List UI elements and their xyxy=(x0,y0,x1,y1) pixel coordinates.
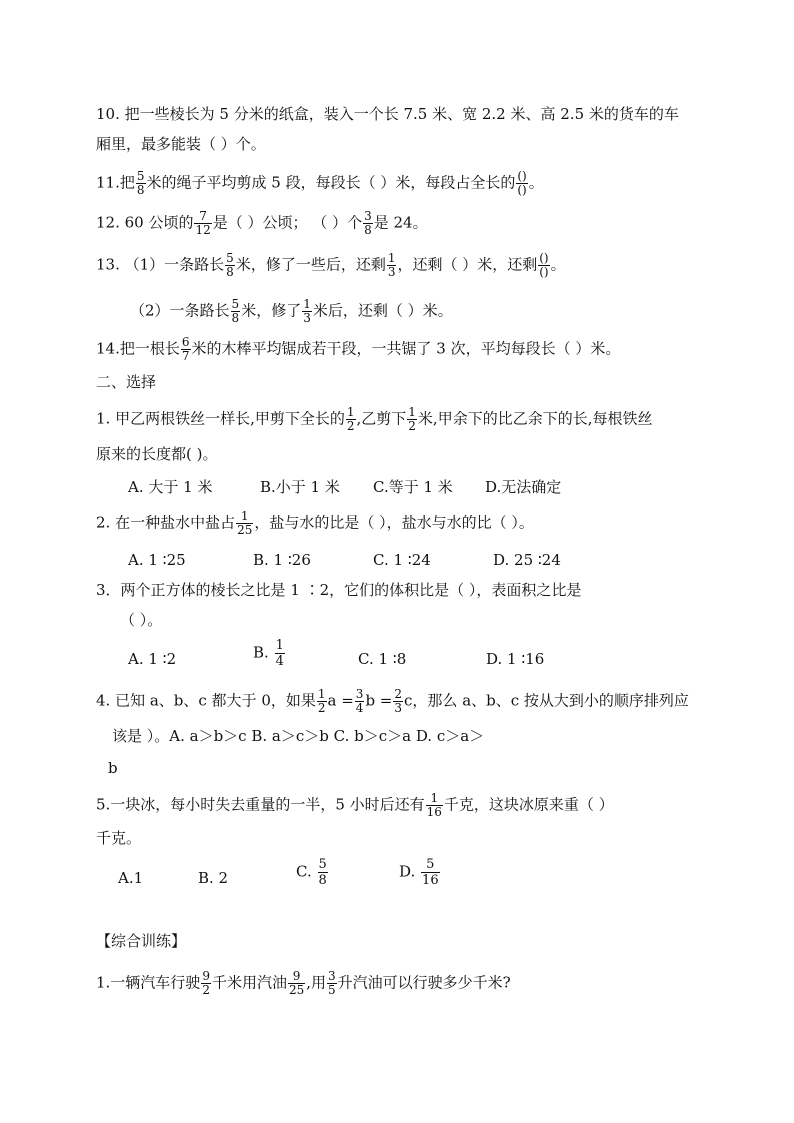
choice-3-line1: 3．两个正方体的棱长之比是 1 ∶2，它们的体积比是（ ），表面积之比是 xyxy=(96,581,582,599)
fraction: $\frac{1}{2}$ xyxy=(346,405,355,433)
q10-line1: 10. 把一些棱长为 5 分米的纸盒，装入一个长 7.5 米、宽 2.2 米、高 2.5 米的货车的车 xyxy=(96,105,679,123)
choice-2-option-b: B. 1 ∶26 xyxy=(253,551,311,569)
fraction: $\frac{1}{16}$ xyxy=(426,791,442,819)
fraction: $\frac{3}{8}$ xyxy=(364,209,372,237)
choice-1: 1. 甲乙两根铁丝一样长,甲剪下全长的 $\frac{1}{2}$ ,乙剪下 $\frac{1}{2}$ 米,甲余下的比乙余下的长,每根铁丝 xyxy=(96,405,653,433)
fraction: $\frac{1}{2}$ xyxy=(408,405,416,433)
fraction: $\frac{3}{4}$ xyxy=(355,687,364,715)
choice-3-line2: （ ）。 xyxy=(120,611,163,629)
choice-5-option-a: A.1 xyxy=(118,869,144,887)
q13-part2: （2）一条路长 $\frac{5}{8}$ 米，修了 $\frac{1}{3}$ 米后，还剩（ ）米。 xyxy=(130,297,453,325)
choice-4-line3: b xyxy=(108,759,118,777)
choice-5-option-b: B. 2 xyxy=(198,869,229,887)
fraction: $\frac{1}{3}$ xyxy=(303,297,311,325)
choice-3-option-d: D. 1 ∶16 xyxy=(486,650,545,668)
fraction: $\frac{5}{16}$ xyxy=(422,857,439,888)
q10-line2: 厢里，最多能装（ ）个。 xyxy=(96,135,266,153)
fraction: $\frac{5}{8}$ xyxy=(318,857,327,888)
choice-5-option-c: C. $\frac{5}{8}$ xyxy=(296,857,327,888)
choice-2-option-a: A. 1 ∶25 xyxy=(128,551,186,569)
choice-4-line1: 4. 已知 a、b、c 都大于 0，如果 $\frac{1}{2}$ a = $\frac{3}{4}$ b = $\frac{2}{3}$ c，那么 a、b、c 按从大到小的顺序排列应 xyxy=(96,687,689,715)
section-title-training: 【综合训练】 xyxy=(96,932,187,950)
fraction: $\frac{5}{8}$ xyxy=(226,251,234,279)
section-title-choice: 二、选择 xyxy=(96,373,157,391)
choice-1-option-b: B.小于 1 米 xyxy=(260,478,340,496)
fraction: $\frac{7}{12}$ xyxy=(195,209,211,237)
fraction: $\frac{3}{5}$ xyxy=(328,969,336,997)
choice-1-option-c: C.等于 1 米 xyxy=(373,478,453,496)
choice-5-line1: 5.一块冰，每小时失去重量的一半，5 小时后还有 $\frac{1}{16}$ 千克，这块冰原来重（ ） xyxy=(96,791,614,819)
fraction: $\frac{1}{25}$ xyxy=(237,509,253,537)
fraction: $\frac{2}{3}$ xyxy=(394,687,403,715)
choice-3-option-b: B. $\frac{1}{4}$ xyxy=(253,638,284,669)
fraction: $\frac{5}{8}$ xyxy=(231,297,240,325)
training-1: 1.一辆汽车行驶 $\frac{9}{2}$ 千米用汽油 $\frac{9}{25}$ ,用 $\frac{3}{5}$ 升汽油可以行驶多少千米? xyxy=(96,969,511,997)
fraction: $\frac{6}{7}$ xyxy=(181,335,190,363)
q12: 12. 60 公顷的 $\frac{7}{12}$ 是（ ）公顷； （ ）个 $\frac{3}{8}$ 是 24。 xyxy=(96,209,428,237)
choice-3-option-c: C. 1 ∶8 xyxy=(358,650,407,668)
choice-2-option-c: C. 1 ∶24 xyxy=(373,551,431,569)
fraction: $\frac{5}{8}$ xyxy=(136,169,145,197)
fraction: $\frac{1}{2}$ xyxy=(317,687,326,715)
choice-1-line2: 原来的长度都( )。 xyxy=(96,445,218,463)
choice-2: 2. 在一种盐水中盐占 $\frac{1}{25}$ ，盐与水的比是（ ），盐水与水的比（ ）。 xyxy=(96,509,534,537)
fraction: $\frac{1}{3}$ xyxy=(387,251,396,279)
choice-5-line2: 千克。 xyxy=(96,829,142,847)
fraction: $\frac{1}{4}$ xyxy=(275,638,284,669)
choice-3-option-a: A. 1 ∶2 xyxy=(128,650,177,668)
choice-2-option-d: D. 25 ∶24 xyxy=(493,551,561,569)
fraction: () () xyxy=(539,251,549,279)
q13-part1: 13. （1）一条路长 $\frac{5}{8}$ 米，修了一些后，还剩 $\frac{1}{3}$ ，还剩（ ）米，还剩 () () 。 xyxy=(96,251,566,279)
choice-4-line2: 该是 ）。A. a＞b＞c B. a＞c＞b C. b＞c＞a D. c＞a＞ xyxy=(112,727,485,745)
fraction: $\frac{9}{2}$ xyxy=(202,969,210,997)
choice-1-option-d: D.无法确定 xyxy=(485,478,562,496)
fraction: $\frac{9}{25}$ xyxy=(288,969,305,997)
fraction: () () xyxy=(517,169,527,197)
choice-5-option-d: D. $\frac{5}{16}$ xyxy=(399,857,439,888)
q14: 14.把一根长 $\frac{6}{7}$ 米的木棒平均锯成若干段，一共锯了 3 次，平均每段长（ ）米。 xyxy=(96,335,621,363)
choice-1-option-a: A. 大于 1 米 xyxy=(128,478,213,496)
q11: 11.把 $\frac{5}{8}$ 米的绳子平均剪成 5 段，每段长（ ）米，每段占全长的 () () 。 xyxy=(96,169,544,197)
